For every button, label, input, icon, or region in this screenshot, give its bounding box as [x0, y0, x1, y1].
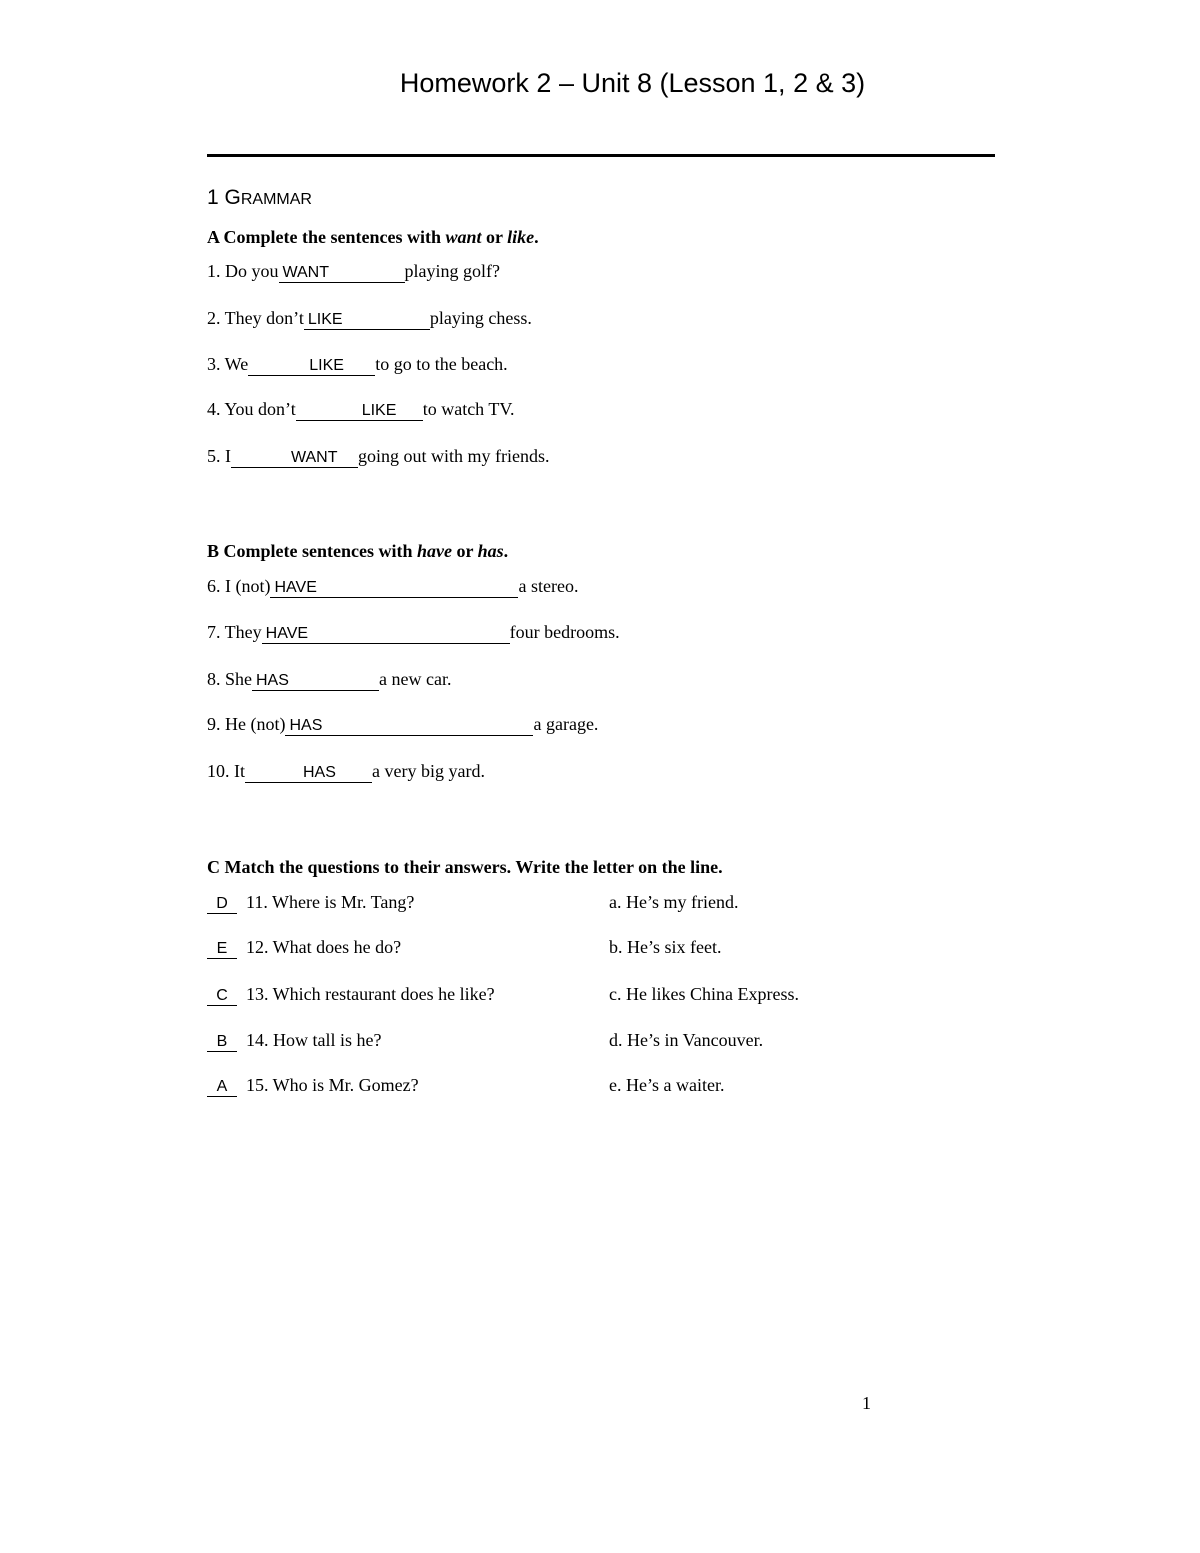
match-letter-blank[interactable]: D: [207, 895, 237, 914]
exercise-line: [207, 354, 508, 376]
match-answer: b. He’s six feet.: [609, 937, 722, 957]
exercise-line: [207, 261, 500, 283]
sentence-start: 5. I: [207, 446, 231, 466]
word-want: want: [445, 227, 482, 247]
page-title: Homework 2 – Unit 8 (Lesson 1, 2 & 3): [399, 68, 866, 98]
question-text: 11. Where is Mr. Tang?: [246, 892, 415, 912]
answer-blank[interactable]: HAS: [245, 764, 372, 783]
exercise-line: [207, 761, 485, 783]
sentence-start: 1. Do you: [207, 261, 279, 281]
answer-blank[interactable]: HAS: [252, 672, 379, 691]
sentence-start: 7. They: [207, 622, 262, 642]
word-have: have: [416, 541, 452, 561]
match-answer: a. He’s my friend.: [609, 892, 739, 912]
word-like: like: [507, 227, 535, 247]
sentence-end: to go to the beach.: [375, 354, 508, 374]
match-question: [207, 984, 495, 1006]
match-answer: d. He’s in Vancouver.: [609, 1030, 764, 1050]
instruction-period: .: [534, 227, 539, 247]
exercise-line: [207, 308, 532, 330]
question-text: 12. What does he do?: [246, 937, 402, 957]
match-question: [207, 1075, 419, 1097]
exercise-line: [207, 446, 550, 468]
sentence-start: 8. She: [207, 669, 252, 689]
instruction-period: .: [503, 541, 509, 561]
part-b-instruction-text: B Complete sentences with: [207, 541, 417, 561]
sentence-end: a new car.: [379, 669, 452, 689]
word-has: has: [477, 541, 504, 561]
answer-blank[interactable]: WANT: [231, 449, 358, 468]
part-a-instruction: [207, 227, 539, 248]
exercise-line: [207, 714, 598, 736]
exercise-line: [207, 576, 578, 598]
match-letter-blank[interactable]: E: [207, 940, 237, 959]
exercise-line: [207, 622, 620, 644]
part-c-instruction: C Match the questions to their answers. Write the letter on the line.: [207, 857, 723, 877]
answer-blank[interactable]: LIKE: [296, 402, 423, 421]
answer-blank[interactable]: HAVE: [262, 625, 510, 644]
sentence-end: playing golf?: [404, 261, 500, 281]
answer-blank[interactable]: LIKE: [248, 357, 375, 376]
part-b-instruction: [207, 541, 508, 562]
sentence-start: 4. You don’t: [207, 399, 296, 419]
sentence-start: 2. They don’t: [207, 308, 304, 328]
sentence-start: 3. We: [207, 354, 249, 374]
title-divider: [207, 154, 995, 157]
answer-blank[interactable]: WANT: [279, 264, 405, 283]
sentence-end: four bedrooms.: [509, 622, 620, 642]
section-heading: [207, 186, 312, 210]
word-or: or: [451, 541, 478, 561]
answer-blank[interactable]: HAS: [285, 717, 533, 736]
answer-blank[interactable]: HAVE: [270, 579, 518, 598]
sentence-start: 6. I (not): [207, 576, 271, 596]
sentence-end: a garage.: [533, 714, 599, 734]
question-text: 13. Which restaurant does he like?: [246, 984, 495, 1004]
sentence-end: a stereo.: [518, 576, 579, 596]
sentence-end: playing chess.: [429, 308, 532, 328]
section-rest: RAMMAR: [240, 191, 312, 208]
match-answer: c. He likes China Express.: [609, 984, 799, 1004]
match-question: [207, 937, 401, 959]
word-or: or: [481, 227, 508, 247]
sentence-end: a very big yard.: [372, 761, 485, 781]
match-letter-blank[interactable]: B: [207, 1033, 237, 1052]
match-letter-blank[interactable]: A: [207, 1078, 237, 1097]
exercise-line: [207, 399, 515, 421]
section-initial: G: [224, 186, 241, 209]
sentence-end: to watch TV.: [422, 399, 515, 419]
sentence-start: 10. It: [207, 761, 245, 781]
question-text: 14. How tall is he?: [246, 1030, 382, 1050]
sentence-start: 9. He (not): [207, 714, 286, 734]
match-letter-blank[interactable]: C: [207, 987, 237, 1006]
match-question: [207, 1030, 381, 1052]
answer-blank[interactable]: LIKE: [304, 311, 430, 330]
sentence-end: going out with my friends.: [358, 446, 550, 466]
exercise-line: [207, 669, 451, 691]
match-answer: e. He’s a waiter.: [609, 1075, 725, 1095]
part-a-instruction-text: A Complete the sentences with: [207, 227, 446, 247]
section-number: 1: [207, 186, 219, 209]
match-question: [207, 892, 414, 914]
question-text: 15. Who is Mr. Gomez?: [246, 1075, 419, 1095]
page-number: 1: [862, 1393, 871, 1413]
